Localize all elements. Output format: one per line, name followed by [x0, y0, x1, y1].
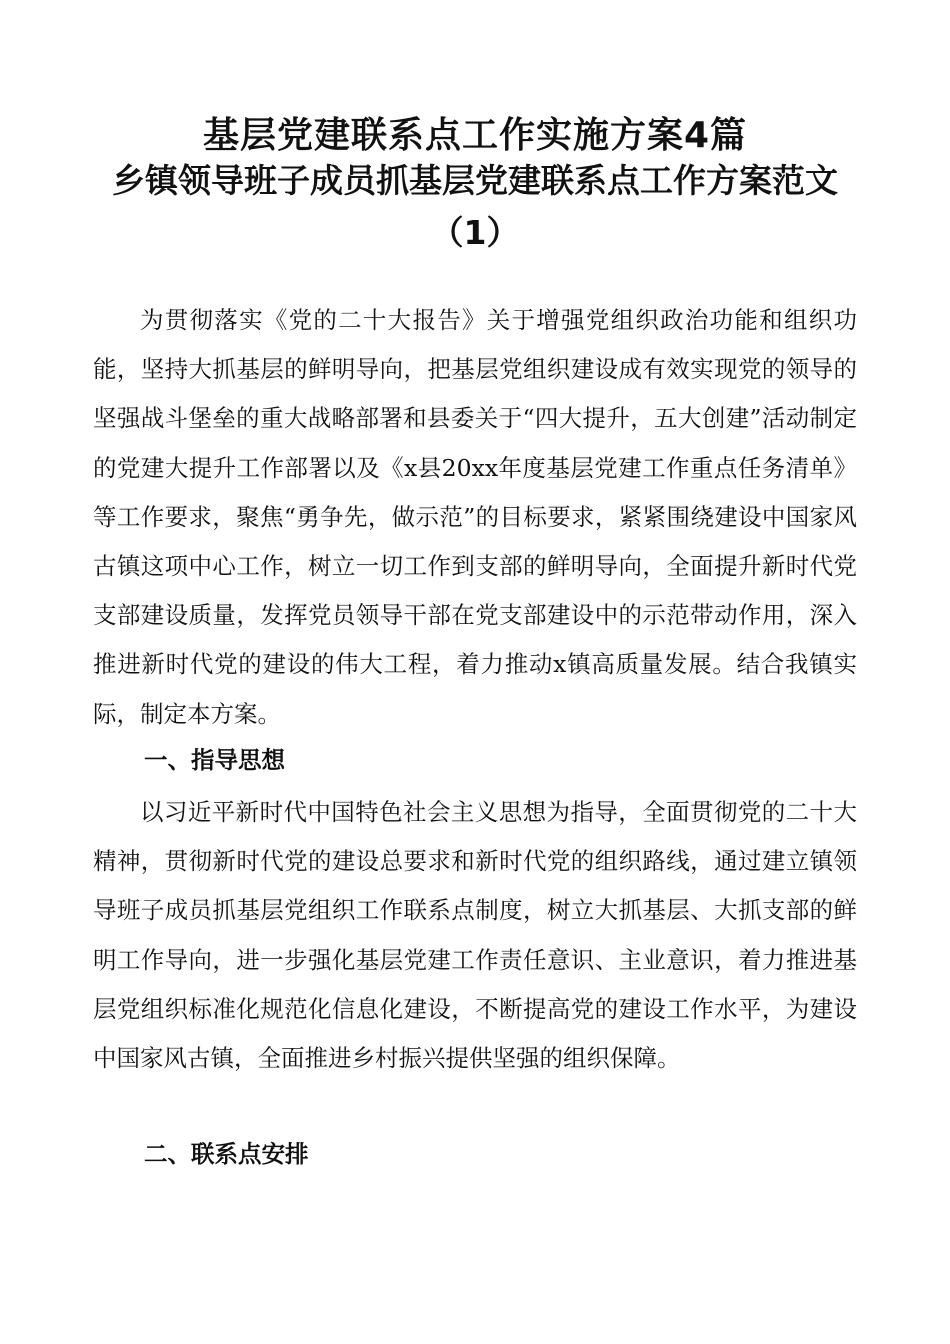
document-title: 基层党建联系点工作实施方案4篇	[202, 115, 748, 156]
section-heading-guiding-ideology: 一、指导思想	[144, 746, 285, 774]
document-subtitle: 乡镇领导班子成员抓基层党建联系点工作方案范文（1）	[112, 161, 838, 252]
body-paragraph-guiding-ideology: 以习近平新时代中国特色社会主义思想为指导，全面贯彻党的二十大精神，贯彻新时代党的建设总要求和新时代党的组织路线，通过建立镇领导班子成员抓基层党组织工作联系点制度，树立大抓基层、大抓支部的鲜明工作导向，进一步强化基层党建工作责任意识、主业意识，着力推进基层党组织标准化规范化信息化建设，不断提高党的建设工作水平，为建设中国家风古镇，全面推进乡村振兴提供坚强的组织保障。	[93, 798, 857, 1073]
body-paragraph-intro: 为贯彻落实《党的二十大报告》关于增强党组织政治功能和组织功能，坚持大抓基层的鲜明导向，把基层党组织建设成有效实现党的领导的坚强战斗堡垒的重大战略部署和县委关于“四大提升，五大创建”活动制定的党建大提升工作部署以及《x县20xx年度基层党建工作重点任务清单》等工作要求，聚焦“勇争先，做示范”的目标要求，紧紧围绕建设中国家风古镇这项中心工作，树立一切工作到支部的鲜明导向，全面提升新时代党支部建设质量，发挥党员领导干部在党支部建设中的示范带动作用，深入推进新时代党的建设的伟大工程，着力推动x镇高质量发展。结合我镇实际，制定本方案。	[93, 306, 857, 728]
section-heading-contact-arrangement: 二、联系点安排	[144, 1140, 309, 1168]
